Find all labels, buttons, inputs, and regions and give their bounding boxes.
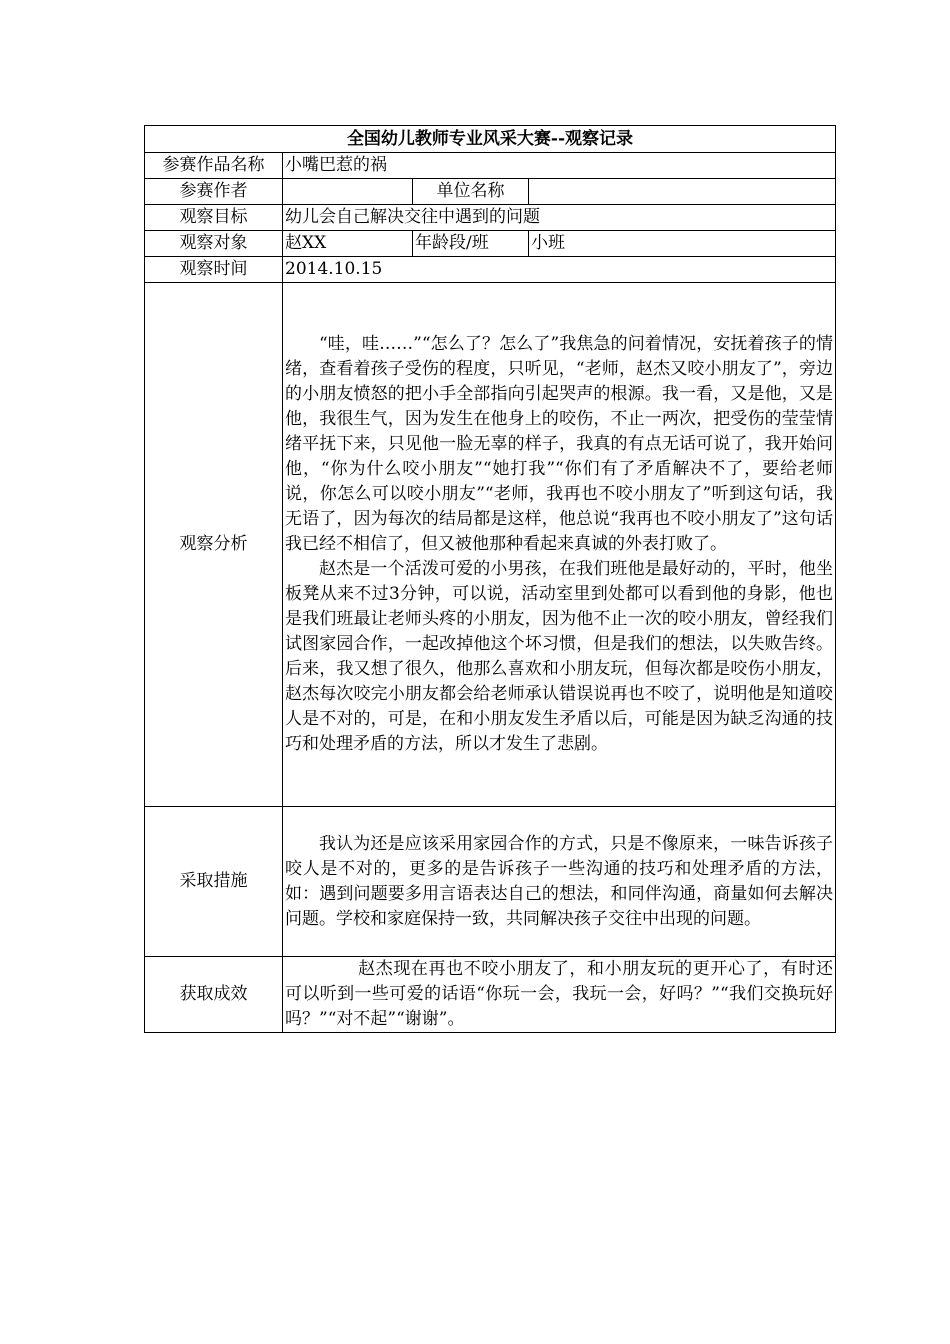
analysis-label: 观察分析 — [145, 283, 283, 807]
subject-label: 观察对象 — [145, 231, 283, 257]
results-text: 赵杰现在再也不咬小朋友了，和小朋友玩的更开心了，有时还可以听到一些可爱的话语“你玩一会，我玩一会，好吗？”“我们交换玩好吗？”“对不起”“谢谢”。 — [285, 959, 833, 1029]
time-label: 观察时间 — [145, 257, 283, 283]
analysis-paragraph-2: 赵杰是一个活泼可爱的小男孩，在我们班他是最好动的，平时，他坐板凳从来不过3分钟，可以说，活动室里到处都可以看到他的身影，他也是我们班最让老师头疼的小朋友，因为他不止一次的咬小朋友，曾经我们试图家园合作，一起改掉他这个坏习惯，但是我们的想法，以失败告终。后来，我又想了很久，他那么喜欢和小朋友玩，但每次都是咬伤小朋友，赵杰每次咬完小朋友都会给老师承认错误说再也不咬了，说明他是知道咬人是不对的，可是，在和小朋友发生矛盾以后，可能是因为缺乏沟通的技巧和处理矛盾的方法，所以才发生了悲剧。 — [285, 559, 833, 754]
measures-label: 采取措施 — [145, 807, 283, 957]
goal-label: 观察目标 — [145, 205, 283, 231]
measures-body — [283, 807, 836, 957]
subject-value: 赵XX — [283, 231, 413, 257]
author-label: 参赛作者 — [145, 179, 283, 205]
author-value — [283, 179, 413, 205]
unit-name-label: 单位名称 — [413, 179, 529, 205]
age-class-label: 年龄段/班 — [413, 231, 529, 257]
measures-text: 我认为还是应该采用家园合作的方式，只是不像原来，一味告诉孩子咬人是不对的，更多的是告诉孩子一些沟通的技巧和处理矛盾的方法，如：遇到问题要多用言语表达自己的想法，和同伴沟通，商量如何去解决问题。学校和家庭保持一致，共同解决孩子交往中出现的问题。 — [285, 833, 833, 929]
results-body — [283, 957, 836, 1033]
results-label: 获取成效 — [145, 957, 283, 1033]
work-name-label: 参赛作品名称 — [145, 153, 283, 179]
analysis-paragraph-1: “哇，哇……”“怎么了？怎么了”我焦急的问着情况，安抚着孩子的情绪，查看着孩子受伤的程度，只听见，“老师，赵杰又咬小朋友了”，旁边的小朋友愤怒的把小手全部指向引起哭声的根源。我一看，又是他，又是他，我很生气，因为发生在他身上的咬伤，不止一两次，把受伤的莹莹情绪平抚下来，只见他一脸无辜的样子，我真的有点无话可说了，我开始问他，“你为什么咬小朋友”“她打我”“你们有了矛盾解决不了，要给老师说，你怎么可以咬小朋友”“老师，我再也不咬小朋友了”听到这句话，我无语了，因为每次的结局都是这样，他总说“我再也不咬小朋友了”这句话我已经不相信了，但又被他那种看起来真诚的外表打败了。 — [285, 334, 833, 554]
unit-name-value — [529, 179, 836, 205]
analysis-body — [283, 283, 836, 807]
observation-record-table — [144, 125, 836, 1033]
document-title: 全国幼儿教师专业风采大赛--观察记录 — [145, 126, 836, 153]
age-class-value: 小班 — [529, 231, 836, 257]
goal-value: 幼儿会自己解决交往中遇到的问题 — [283, 205, 836, 231]
work-name-value: 小嘴巴惹的祸 — [283, 153, 836, 179]
time-value: 2014.10.15 — [283, 257, 836, 283]
